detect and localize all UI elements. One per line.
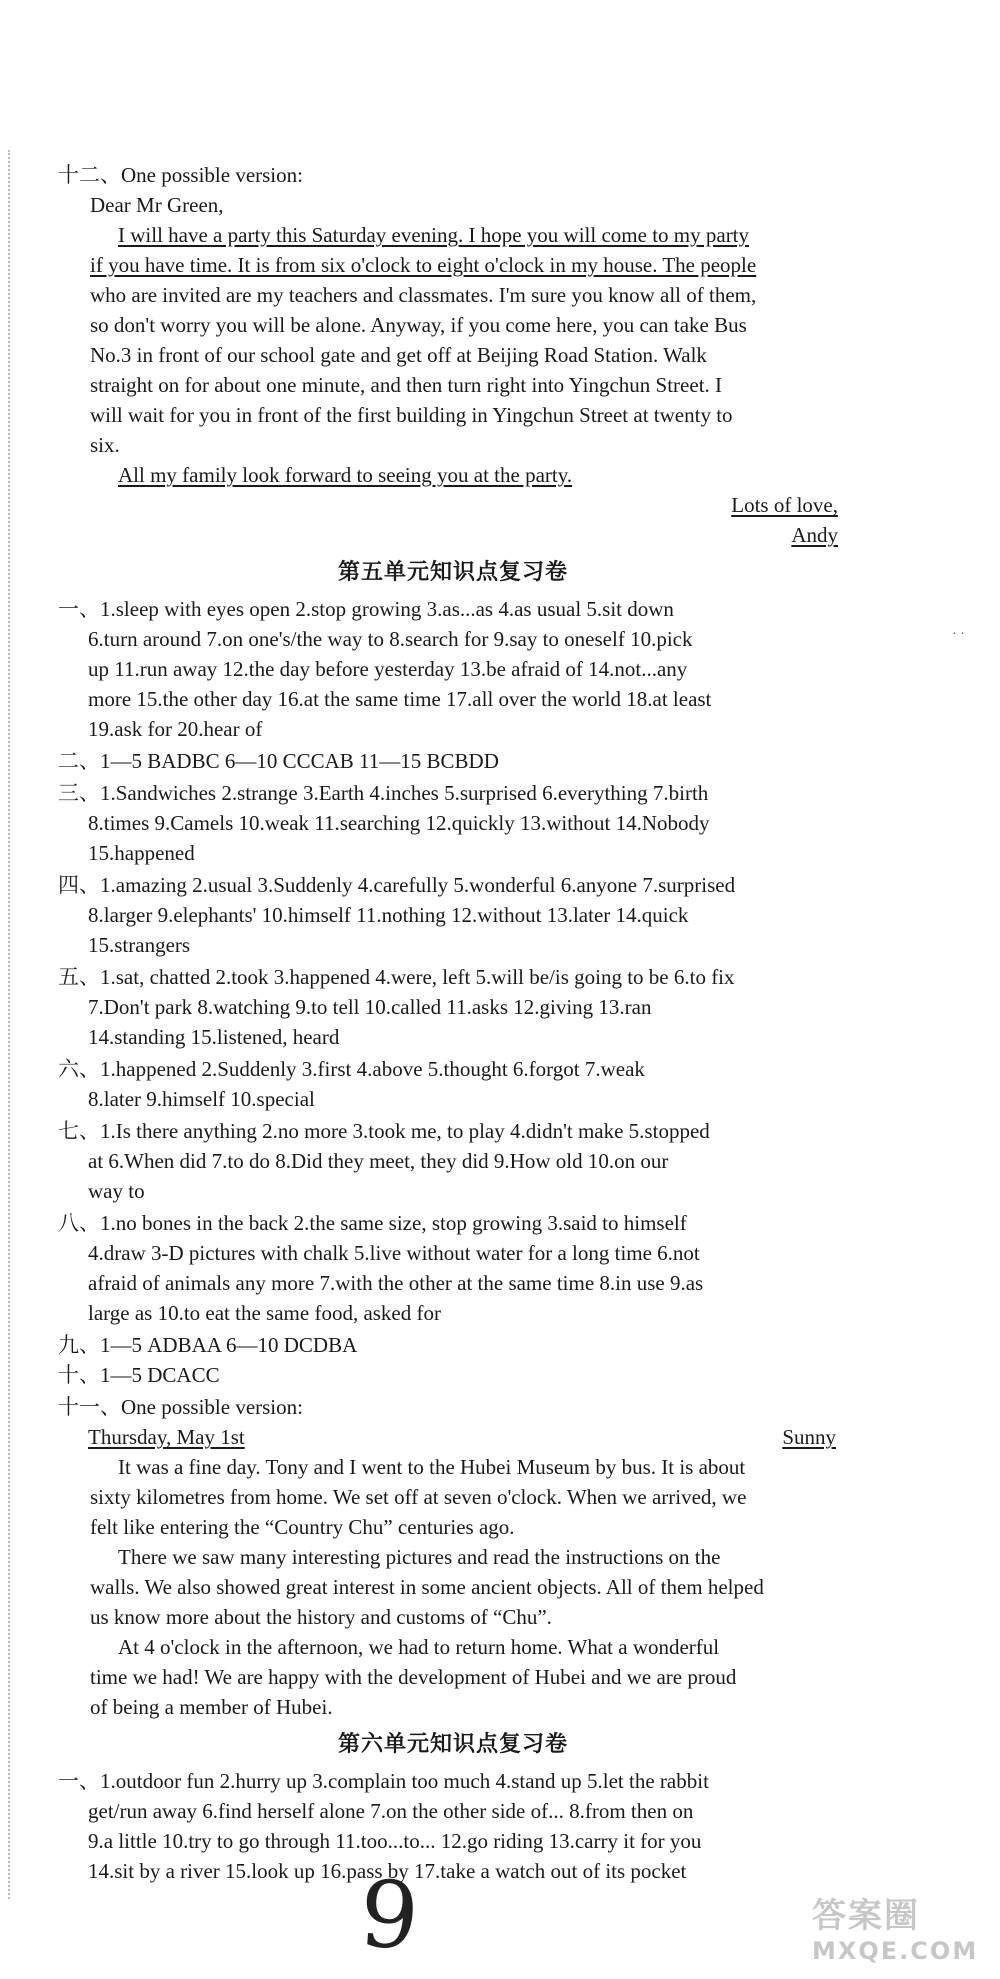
- answer-line: 三、1.Sandwiches 2.strange 3.Earth 4.inches 5.surprised 6.everything 7.birth: [58, 781, 709, 805]
- unit5-section-10: 十、1—5 DCACC: [58, 1363, 220, 1387]
- answer-line: 七、1.Is there anything 2.no more 3.took me, to play 4.didn't make 5.stopped: [58, 1119, 710, 1143]
- diary-line: There we saw many interesting pictures and read the instructions on the: [118, 1545, 721, 1569]
- letter-line-4: so don't worry you will be alone. Anyway, if you come here, you can take Bus: [90, 313, 747, 337]
- watermark-bottom-text: MXQE.COM: [812, 1937, 979, 1965]
- answer-line: 4.draw 3-D pictures with chalk 5.live without water for a long time 6.not: [88, 1241, 700, 1265]
- letter-line-1: I will have a party this Saturday evening. I hope you will come to my party: [118, 223, 750, 247]
- unit6-title: 第六单元知识点复习卷: [337, 1732, 568, 1757]
- unit5-section-4: [58, 870, 848, 960]
- section12-heading: 十二、One possible version:: [58, 163, 303, 187]
- stray-marks: · ·: [952, 627, 965, 642]
- letter-signature: Andy: [791, 523, 838, 547]
- answer-line: at 6.When did 7.to do 8.Did they meet, they did 9.How old 10.on our: [88, 1149, 669, 1173]
- answer-line: way to: [88, 1179, 145, 1203]
- unit5-section-3: [58, 778, 848, 868]
- diary-heading: 十一、One possible version:: [58, 1395, 303, 1419]
- letter-line-8: six.: [90, 433, 120, 457]
- letter-closing-line: All my family look forward to seeing you at the party.: [118, 463, 573, 487]
- answer-line: 八、1.no bones in the back 2.the same size, stop growing 3.said to himself: [58, 1211, 687, 1235]
- answer-content: [58, 160, 848, 1888]
- diary-line: felt like entering the “Country Chu” centuries ago.: [90, 1515, 515, 1539]
- unit5-section-2: 二、1—5 BADBC 6—10 CCCAB 11—15 BCBDD: [58, 749, 499, 773]
- watermark-top-text: 答案圈: [812, 1896, 920, 1936]
- diary-line: time we had! We are happy with the development of Hubei and we are proud: [90, 1665, 737, 1689]
- unit5-title: 第五单元知识点复习卷: [337, 560, 568, 585]
- answer-line: more 15.the other day 16.at the same time 17.all over the world 18.at least: [88, 687, 712, 711]
- watermark-logo: [812, 1888, 982, 1968]
- unit5-section-5: [58, 962, 848, 1052]
- answer-line: 四、1.amazing 2.usual 3.Suddenly 4.carefully 5.wonderful 6.anyone 7.surprised: [58, 873, 736, 897]
- answer-line: 6.turn around 7.on one's/the way to 8.search for 9.say to oneself 10.pick: [88, 627, 693, 651]
- unit5-section-6: [58, 1054, 848, 1114]
- answer-line: 15.happened: [88, 841, 195, 865]
- answer-line: 8.times 9.Camels 10.weak 11.searching 12.quickly 13.without 14.Nobody: [88, 811, 710, 835]
- answer-line: 15.strangers: [88, 933, 191, 957]
- answer-line: 14.standing 15.listened, heard: [88, 1025, 340, 1049]
- letter-line-6: straight on for about one minute, and then turn right into Yingchun Street. I: [90, 373, 723, 397]
- answer-line: get/run away 6.find herself alone 7.on the other side of... 8.from then on: [88, 1799, 694, 1823]
- unit5-section-7: [58, 1116, 848, 1206]
- letter-line-2: if you have time. It is from six o'clock to eight o'clock in my house. The people: [90, 253, 757, 277]
- unit5-section-11: [58, 1392, 848, 1722]
- diary-line: At 4 o'clock in the afternoon, we had to return home. What a wonderful: [118, 1635, 720, 1659]
- answer-line: 7.Don't park 8.watching 9.to tell 10.called 11.asks 12.giving 13.ran: [88, 995, 652, 1019]
- answer-line: 19.ask for 20.hear of: [88, 717, 263, 741]
- letter-line-3: who are invited are my teachers and classmates. I'm sure you know all of them,: [90, 283, 757, 307]
- letter-salutation: Dear Mr Green,: [90, 193, 224, 217]
- answer-line: afraid of animals any more 7.with the other at the same time 8.in use 9.as: [88, 1271, 704, 1295]
- answer-line: 五、1.sat, chatted 2.took 3.happened 4.were, left 5.will be/is going to be 6.to fix: [58, 965, 735, 989]
- unit5-section-1: [58, 594, 848, 744]
- diary-line: sixty kilometres from home. We set off at seven o'clock. When we arrived, we: [90, 1485, 747, 1509]
- answer-line: 一、1.outdoor fun 2.hurry up 3.complain too much 4.stand up 5.let the rabbit: [58, 1769, 709, 1793]
- page-number: 9: [356, 1860, 423, 1971]
- answer-line: large as 10.to eat the same food, asked for: [88, 1301, 441, 1325]
- letter-line-7: will wait for you in front of the first building in Yingchun Street at twenty to: [90, 403, 733, 427]
- diary-line: us know more about the history and customs of “Chu”.: [90, 1605, 552, 1629]
- letter-signoff: Lots of love,: [731, 493, 838, 517]
- diary-line: It was a fine day. Tony and I went to the Hubei Museum by bus. It is about: [118, 1455, 746, 1479]
- answer-line: 9.a little 10.try to go through 11.too...to... 12.go riding 13.carry it for you: [88, 1829, 702, 1853]
- diary-weather: Sunny: [782, 1425, 836, 1449]
- diary-line: walls. We also showed great interest in some ancient objects. All of them helped: [90, 1575, 764, 1599]
- letter-line-5: No.3 in front of our school gate and get off at Beijing Road Station. Walk: [90, 343, 707, 367]
- diary-date-row: [58, 1422, 848, 1452]
- margin-dotted-line: [8, 150, 14, 1899]
- answer-line: 8.later 9.himself 10.special: [88, 1087, 315, 1111]
- unit5-section-9: 九、1—5 ADBAA 6—10 DCDBA: [58, 1333, 358, 1357]
- answer-line: 六、1.happened 2.Suddenly 3.first 4.above 5.thought 6.forgot 7.weak: [58, 1057, 645, 1081]
- answer-line: 8.larger 9.elephants' 10.himself 11.nothing 12.without 13.later 14.quick: [88, 903, 689, 927]
- diary-line: of being a member of Hubei.: [90, 1695, 333, 1719]
- diary-date: Thursday, May 1st: [88, 1425, 245, 1449]
- unit6-section-1: [58, 1766, 848, 1886]
- unit5-section-8: [58, 1208, 848, 1328]
- answer-line: 14.sit by a river 15.look up 16.pass by 17.take a watch out of its pocket: [88, 1859, 687, 1883]
- answer-line: up 11.run away 12.the day before yesterday 13.be afraid of 14.not...any: [88, 657, 688, 681]
- answer-line: 一、1.sleep with eyes open 2.stop growing 3.as...as 4.as usual 5.sit down: [58, 597, 674, 621]
